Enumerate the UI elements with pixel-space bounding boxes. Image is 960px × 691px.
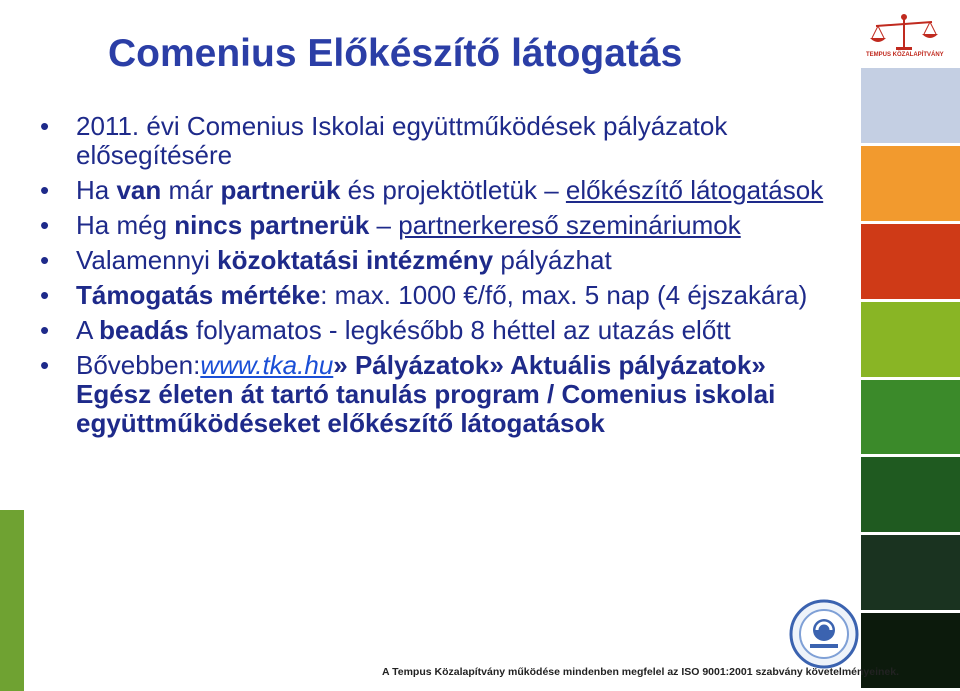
bullet-text: partnerkereső szemináriumok <box>398 210 741 240</box>
bullet-item <box>38 176 838 205</box>
website-link[interactable]: www.tka.hu <box>200 350 334 380</box>
logo-text: TEMPUS KÖZALAPÍTVÁNY <box>866 52 944 58</box>
bullet-text: partnerük <box>220 175 341 205</box>
iso-badge <box>788 598 860 670</box>
bullet-text: : max. 1000 €/fő, max. 5 nap (4 éjszakára) <box>320 280 808 310</box>
bullet-text: beadás <box>99 315 189 345</box>
footer-certification-text: A Tempus Közalapítvány működése mindenben megfelel az ISO 9001:2001 szabvány követelményeinek. <box>382 666 900 678</box>
bullet-text: közoktatási intézmény <box>217 245 494 275</box>
tempus-logo <box>866 12 942 66</box>
bullet-text: A <box>76 315 100 345</box>
decor-band <box>861 224 960 299</box>
bullet-text: és projektötletük – <box>340 175 566 205</box>
decor-band <box>861 68 960 143</box>
bullet-text: Ha még <box>76 210 175 240</box>
decor-band <box>861 302 960 377</box>
bullet-item <box>38 246 838 275</box>
bullet-text: Bővebben: <box>76 350 201 380</box>
decor-band <box>861 146 960 221</box>
bullet-text: Valamennyi <box>76 245 218 275</box>
iso-certification-badge-icon <box>788 598 860 670</box>
bullet-text: pályázhat <box>493 245 612 275</box>
bullet-list <box>38 112 838 444</box>
left-decor-strip <box>0 510 24 691</box>
decor-band <box>861 535 960 610</box>
bullet-text: már <box>161 175 221 205</box>
bullet-item <box>38 112 838 170</box>
bullet-item <box>38 316 838 345</box>
bullet-text: 2011. évi Comenius Iskolai együttműködések pályázatok elősegítésére <box>76 111 728 170</box>
decor-band <box>861 380 960 455</box>
bullet-text: folyamatos - legkésőbb 8 héttel az utazás előtt <box>188 315 731 345</box>
bullet-text: Ha <box>76 175 117 205</box>
bullet-item <box>38 351 838 438</box>
bullet-text: van <box>116 175 162 205</box>
slide-title: Comenius Előkészítő látogatás <box>108 32 683 75</box>
bullet-text: – <box>369 210 399 240</box>
bullet-text: » Pályázatok» Aktuális pályázatok» Egész életen át tartó tanulás program / Comenius iskolai együttműködéseket előkészítő látogatások <box>76 350 776 438</box>
bullet-text: nincs partnerük <box>174 210 370 240</box>
bullet-item <box>38 211 838 240</box>
bullet-text: előkészítő látogatások <box>565 175 824 205</box>
decor-band <box>861 457 960 532</box>
tempus-scales-logo-icon <box>866 12 942 52</box>
right-decor-strip <box>861 68 960 691</box>
bullet-item <box>38 281 838 310</box>
bullet-text: Támogatás mértéke <box>76 280 321 310</box>
